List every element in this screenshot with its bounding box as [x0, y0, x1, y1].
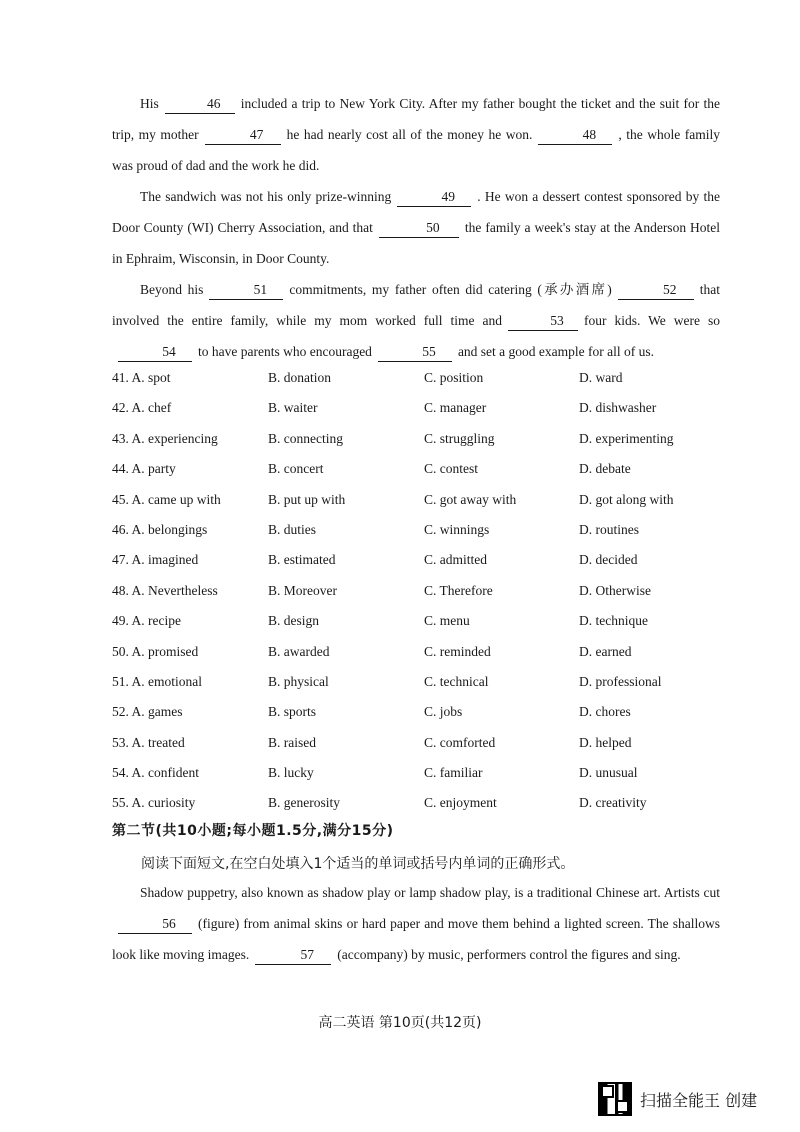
- option-b[interactable]: B. generosity: [268, 795, 340, 811]
- option-a[interactable]: 49. A. recipe: [112, 613, 181, 629]
- option-d[interactable]: D. debate: [579, 461, 631, 477]
- option-row: [112, 487, 732, 517]
- option-a[interactable]: 54. A. confident: [112, 765, 199, 781]
- option-a[interactable]: 44. A. party: [112, 461, 176, 477]
- option-d[interactable]: D. unusual: [579, 765, 638, 781]
- blank-47[interactable]: 47: [205, 126, 281, 145]
- option-c[interactable]: C. familiar: [424, 765, 483, 781]
- option-row: [112, 669, 732, 699]
- option-b[interactable]: B. donation: [268, 370, 331, 385]
- option-row: [112, 639, 732, 669]
- option-a[interactable]: 52. A. games: [112, 704, 183, 720]
- paragraph-2: The sandwich was not his only prize-winning 49 . He won a dessert contest sponsored by the Door County (WI) Cherry Association, and that 50 the family a week's stay at the Anderson Hotel in Ephraim, Wisconsin, in Door County.: [112, 189, 721, 266]
- option-d[interactable]: D. decided: [579, 552, 638, 568]
- option-d[interactable]: D. creativity: [579, 795, 647, 811]
- option-b[interactable]: B. sports: [268, 704, 317, 720]
- qr-code-icon: [598, 1082, 632, 1116]
- option-row: [112, 456, 732, 486]
- section-title: 第二节(共10小题;每小题1.5分,满分15分): [112, 823, 394, 839]
- option-a[interactable]: 48. A. Nevertheless: [112, 582, 218, 598]
- option-c[interactable]: C. reminded: [424, 643, 491, 659]
- option-c[interactable]: C. got away with: [424, 491, 517, 507]
- option-c[interactable]: C. struggling: [424, 430, 495, 446]
- option-b[interactable]: B. raised: [268, 734, 316, 750]
- option-a[interactable]: 55. A. curiosity: [112, 795, 196, 811]
- option-b[interactable]: B. duties: [268, 521, 317, 537]
- option-d[interactable]: D. Otherwise: [579, 582, 651, 598]
- option-row: [112, 699, 732, 729]
- blank-56[interactable]: 56: [118, 915, 192, 934]
- option-row: [112, 426, 732, 456]
- blank-50[interactable]: 50: [379, 219, 459, 238]
- option-b[interactable]: B. lucky: [268, 765, 314, 781]
- paragraph-3: Beyond his 51 commitments, my father often did catering (承办酒席) 52 that involved the entire family, while my mom worked full time and 53 four kids. We were so54 to have parents who encouraged 55 and set a good example for all of us.: [112, 274, 720, 367]
- passage-part1: [112, 88, 720, 367]
- option-b[interactable]: B. connecting: [268, 430, 343, 446]
- option-b[interactable]: B. physical: [268, 673, 329, 689]
- option-a[interactable]: 46. A. belongings: [112, 521, 208, 537]
- option-b[interactable]: B. Moreover: [268, 582, 337, 598]
- option-row: [112, 395, 732, 425]
- option-a[interactable]: 45. A. came up with: [112, 491, 221, 507]
- option-c[interactable]: C. contest: [424, 461, 478, 477]
- option-row: [112, 760, 732, 790]
- option-row: [112, 790, 732, 820]
- option-d[interactable]: D. helped: [579, 734, 632, 750]
- paragraph-shadow-puppetry: Shadow puppetry, also known as shadow play or lamp shadow play, is a traditional Chinese art. Artists cut56 (figure) from animal skins or hard paper and move them behind a lighted screen. The shallows look like moving images. 57 (accompany) by music, performers control the figures and sing.: [112, 877, 720, 970]
- blank-54[interactable]: 54: [118, 343, 192, 362]
- option-d[interactable]: D. earned: [579, 643, 632, 659]
- option-b[interactable]: B. design: [268, 613, 320, 629]
- option-d[interactable]: D. experimenting: [579, 430, 674, 446]
- option-b[interactable]: B. waiter: [268, 400, 318, 416]
- blank-55[interactable]: 55: [378, 343, 452, 362]
- scanner-watermark: [598, 1082, 757, 1116]
- option-c[interactable]: C. Therefore: [424, 582, 493, 598]
- option-d[interactable]: D. routines: [579, 521, 639, 537]
- option-a[interactable]: 42. A. chef: [112, 400, 172, 416]
- option-c[interactable]: C. technical: [424, 673, 489, 689]
- watermark-text: 扫描全能王 创建: [640, 1090, 758, 1110]
- option-c[interactable]: C. comforted: [424, 734, 496, 750]
- option-row: [112, 608, 732, 638]
- option-b[interactable]: B. put up with: [268, 491, 346, 507]
- blank-46[interactable]: 46: [165, 95, 235, 114]
- blank-48[interactable]: 48: [538, 126, 612, 145]
- option-d[interactable]: D. chores: [579, 704, 631, 720]
- blank-49[interactable]: 49: [397, 188, 471, 207]
- blank-57[interactable]: 57: [255, 946, 331, 965]
- section-instruction: 阅读下面短文,在空白处填入1个适当的单词或括号内单词的正确形式。: [141, 856, 575, 872]
- page-footer: 高二英语 第10页(共12页): [318, 1015, 482, 1031]
- option-row: [112, 578, 732, 608]
- blank-51[interactable]: 51: [209, 281, 283, 300]
- option-c[interactable]: C. enjoyment: [424, 795, 497, 811]
- option-c[interactable]: C. manager: [424, 400, 487, 416]
- option-a[interactable]: 51. A. emotional: [112, 673, 202, 689]
- option-row: [112, 517, 732, 547]
- option-d[interactable]: D. dishwasher: [579, 400, 657, 416]
- option-c[interactable]: C. menu: [424, 613, 470, 629]
- option-c[interactable]: C. winnings: [424, 521, 490, 537]
- option-a[interactable]: 43. A. experiencing: [112, 430, 218, 446]
- option-d[interactable]: D. professional: [579, 673, 662, 689]
- option-d[interactable]: D. ward: [579, 370, 623, 385]
- option-c[interactable]: C. admitted: [424, 552, 487, 568]
- option-a[interactable]: 53. A. treated: [112, 734, 185, 750]
- option-c[interactable]: C. position: [424, 370, 484, 385]
- option-a[interactable]: 47. A. imagined: [112, 552, 199, 568]
- paragraph-1: His 46 included a trip to New York City. After my father bought the ticket and the suit for the trip, my mother 47 he had nearly cost all of the money he won. 48 , the whole family was proud of dad and the work he did.: [112, 96, 720, 173]
- option-a[interactable]: 41. A. spot: [112, 370, 171, 385]
- answer-options: [112, 365, 732, 821]
- option-row: [112, 547, 732, 577]
- option-b[interactable]: B. concert: [268, 461, 324, 477]
- option-b[interactable]: B. estimated: [268, 552, 336, 568]
- option-b[interactable]: B. awarded: [268, 643, 330, 659]
- option-d[interactable]: D. technique: [579, 613, 648, 629]
- option-d[interactable]: D. got along with: [579, 491, 674, 507]
- option-c[interactable]: C. jobs: [424, 704, 463, 720]
- option-row: [112, 730, 732, 760]
- option-row: [112, 365, 732, 395]
- blank-53[interactable]: 53: [508, 312, 578, 331]
- passage-part2: [112, 877, 720, 970]
- blank-52[interactable]: 52: [618, 281, 694, 300]
- option-a[interactable]: 50. A. promised: [112, 643, 199, 659]
